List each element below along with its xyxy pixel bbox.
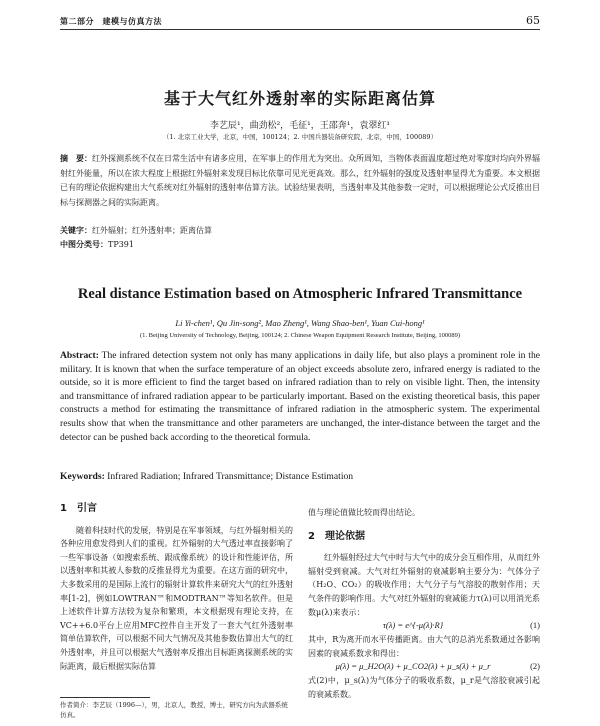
equation-1-note: 其中，R为离开而水平传播距离。由大气的总消光系数通过各影响因素的衰减系数求和得出：: [308, 635, 540, 658]
section-2-title: 理论依据: [324, 530, 365, 542]
chinese-authors: 李艺辰¹，曲劲松²，毛征¹，王邵奔¹，袁翠红¹: [209, 121, 391, 131]
chinese-abstract-label: 摘 要：: [60, 154, 92, 163]
section-1-heading: [60, 502, 293, 516]
footnote-rule: [60, 697, 150, 698]
equation-2-body: μ(λ) = μ_H2O(λ) + μ_CO2(λ) + μ_s(λ) + μ_r: [335, 661, 491, 672]
author-footnote: 作者简介：李艺辰（1996—），男，北京人，教授，博士，研究方向为武器系统仿真。: [60, 701, 288, 719]
header-rule: [60, 29, 540, 30]
english-authors: Li Yi-chen¹, Qu Jin-song², Mao Zheng¹, Wang Shao-ben¹, Yuan Cui-hong¹: [175, 318, 425, 328]
english-abstract: [60, 349, 540, 444]
right-column: [308, 496, 540, 702]
section-1-title: 引言: [76, 503, 97, 514]
english-title: Real distance Estimation based on Atmospheric Infrared Transmittance: [77, 286, 523, 302]
equation-1-body: τ(λ) = e^{-μ(λ)·R}: [382, 620, 444, 631]
chinese-title: 基于大气红外透射率的实际距离估算: [163, 89, 436, 108]
english-affiliation: (1. Beijing University of Technology, Beijing, 100124; 2. Chinese Weapon Equipment Research Institute, Beijing, 100089): [139, 332, 461, 339]
running-head-section: 第二部分 建模与仿真方法: [60, 17, 162, 26]
english-keywords-label: Keywords:: [60, 471, 105, 482]
chinese-keywords-text: 红外辐射；红外透射率；距离估算: [92, 226, 212, 235]
equation-2-number: (2): [530, 661, 540, 672]
page-number: 65: [526, 14, 540, 27]
equation-1-number: (1): [530, 620, 540, 631]
chinese-keywords-label: 关键字：: [60, 226, 92, 235]
section-1-number: 1: [60, 503, 67, 514]
equation-2: [308, 660, 540, 674]
section-2-heading: [308, 530, 540, 544]
chinese-affiliation: （1. 北京工业大学，北京，中国，100124；2. 中国兵器装备研究院，北京，中国，100089）: [162, 133, 438, 141]
equation-2-note: 式(2)中，μ_s(λ)为气体分子的吸收系数，μ_r是气溶胶衰减引起的衰减系数。: [308, 676, 540, 699]
section-1-continuation: 值与理论值做比较而得出结论。: [308, 508, 420, 517]
left-column: [60, 496, 293, 673]
section-2-paragraph: 红外辐射经过大气中时与大气中的成分会互相作用，从而红外辐射受到衰减。大气对红外辐射的衰减影响主要分为：气体分子（H₂O、CO₂）的吸收作用；大气分子与气溶胶的散射作用；天气条件的影响作用。大气对红外辐射的衰减能力τ(λ)可以用消光系数μ(λ)来表示：: [308, 553, 540, 617]
chinese-classification: [60, 239, 540, 250]
running-head: [60, 14, 540, 28]
english-keywords-text: Infrared Radiation; Infrared Transmittance; Distance Estimation: [107, 471, 354, 482]
equation-1: [308, 619, 540, 633]
english-abstract-label: Abstract:: [60, 350, 99, 361]
chinese-abstract-text: 红外探测系统不仅在日常生活中有诸多应用，在军事上的作用尤为突出。众所周知，当物体表面温度超过绝对零度时均向外界辐射红外能量，所以在浓大程度上根据红外辐射来发现目标比依靠可见光更高效。那么，红外辐射的强度及透射率显得尤为重要。本文根据已有的理论依据构建出大气系统对红外辐射的透射率估算方法。试验结果表明，当透射率及其他参数一定时，可以根据理论公式反推出目标与探测器之间的实际距离。: [60, 154, 540, 207]
english-abstract-text: The infrared detection system not only has many applications in daily life, but also plays a prominent role in the military. It is known that when the surface temperature of an object exceeds absolute zero, infrared energy is radiated to the outside, so it is more efficient to find the target based on infrared radiation than to rely on visible light. Then, the intensity and transmittance of infrared radiation appear to be particularly important. Based on the existing theoretical basis, this paper constructs a method for estimating the transmittance of infrared radiation in the atmospheric system. The experimental results show that when the transmittance and other parameters are unchanged, the inter-distance between the target and the detector can be pushed back according to the theoretical formula.: [60, 350, 540, 443]
section-2-number: 2: [308, 530, 315, 542]
classification-label: 中图分类号：: [60, 240, 108, 249]
chinese-abstract: [60, 152, 540, 210]
chinese-keywords: [60, 225, 540, 236]
classification-text: TP391: [108, 240, 134, 249]
section-1-paragraph: 随着科技时代的发展，特别是在军事领域，与红外辐射相关的各种应用愈发得到人们的重视。红外辐射的大气透过率直接影响了一些军事设备（如搜索系统、跟成像系统）的设计和性能评估，所以透射率和其被人参数的反推显得尤为重要。在这方面的研究中，大多数采用的是国际上流行的辐射计算软件来研究大气的红外透射率[1-2]，例如LOWTRAN™和MODTRAN™等知名软件。但是上述软件计算方法较为复杂和繁琐，本文根据现有理论支持，在VC++6.0平台上应用MFC控件自主开发了一套大气红外透射率简单估算软件，可以根据不同大气情况及其他参数估算出大气的红外透射率，并且可以根据大气透射率反推出目标距离探测系统的实际距离，最后根据实际估算: [60, 525, 293, 671]
english-keywords: [60, 471, 540, 482]
